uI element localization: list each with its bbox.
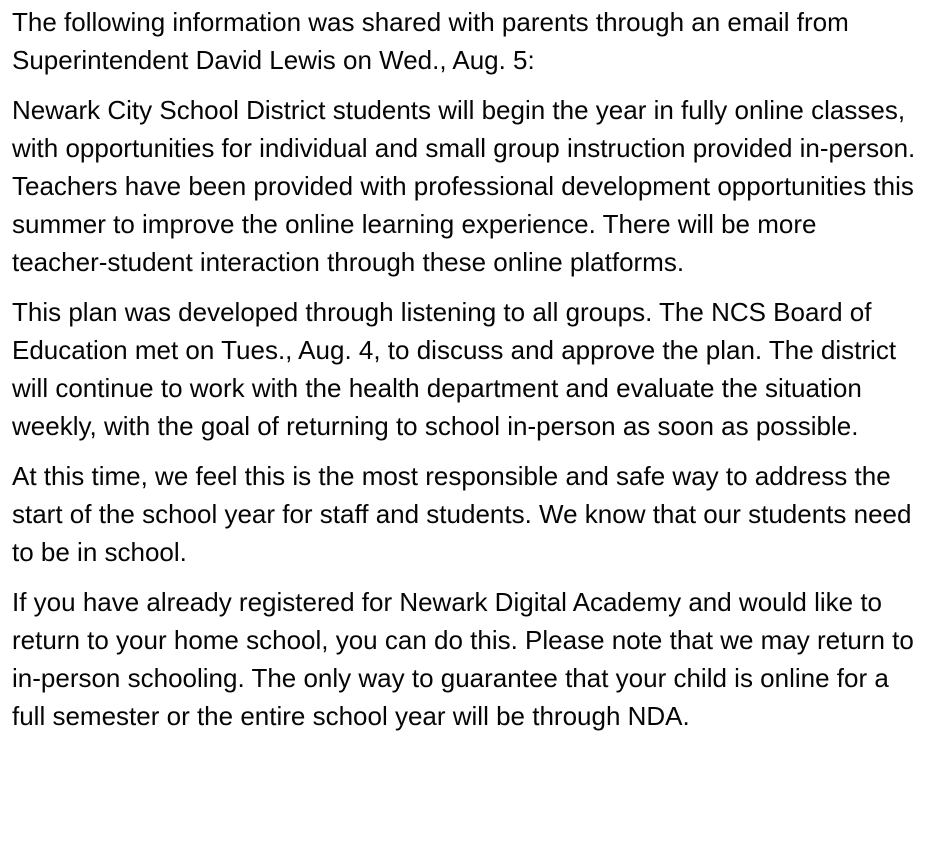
post-paragraph-safety: At this time, we feel this is the most responsible and safe way to address the start of the school year for staff and students. We know that our students need to be in school. (12, 461, 912, 567)
post-paragraph-intro: The following information was shared with parents through an email from Superintendent David Lewis on Wed., Aug. 5: (12, 7, 849, 75)
post-paragraph-plan: This plan was developed through listening to all groups. The NCS Board of Education met on Tues., Aug. 4, to discuss and approve the plan. The district will continue to work with the health department and evaluate the situation weekly, with the goal of returning to school in-person as soon as possible. (12, 297, 897, 441)
post-paragraph-nda: If you have already registered for Newark Digital Academy and would like to return to your home school, you can do this. Please note that we may return to in-person schooling. The only way to guarantee that your child is online for a full semester or the entire school year will be through NDA. (12, 587, 914, 731)
post-paragraph-online-classes: Newark City School District students will begin the year in fully online classes, with opportunities for individual and small group instruction provided in-person. Teachers have been provided with professional development opportunities this summer to improve the online learning experience. There will be more teacher-student interaction through these online platforms. (12, 95, 916, 277)
